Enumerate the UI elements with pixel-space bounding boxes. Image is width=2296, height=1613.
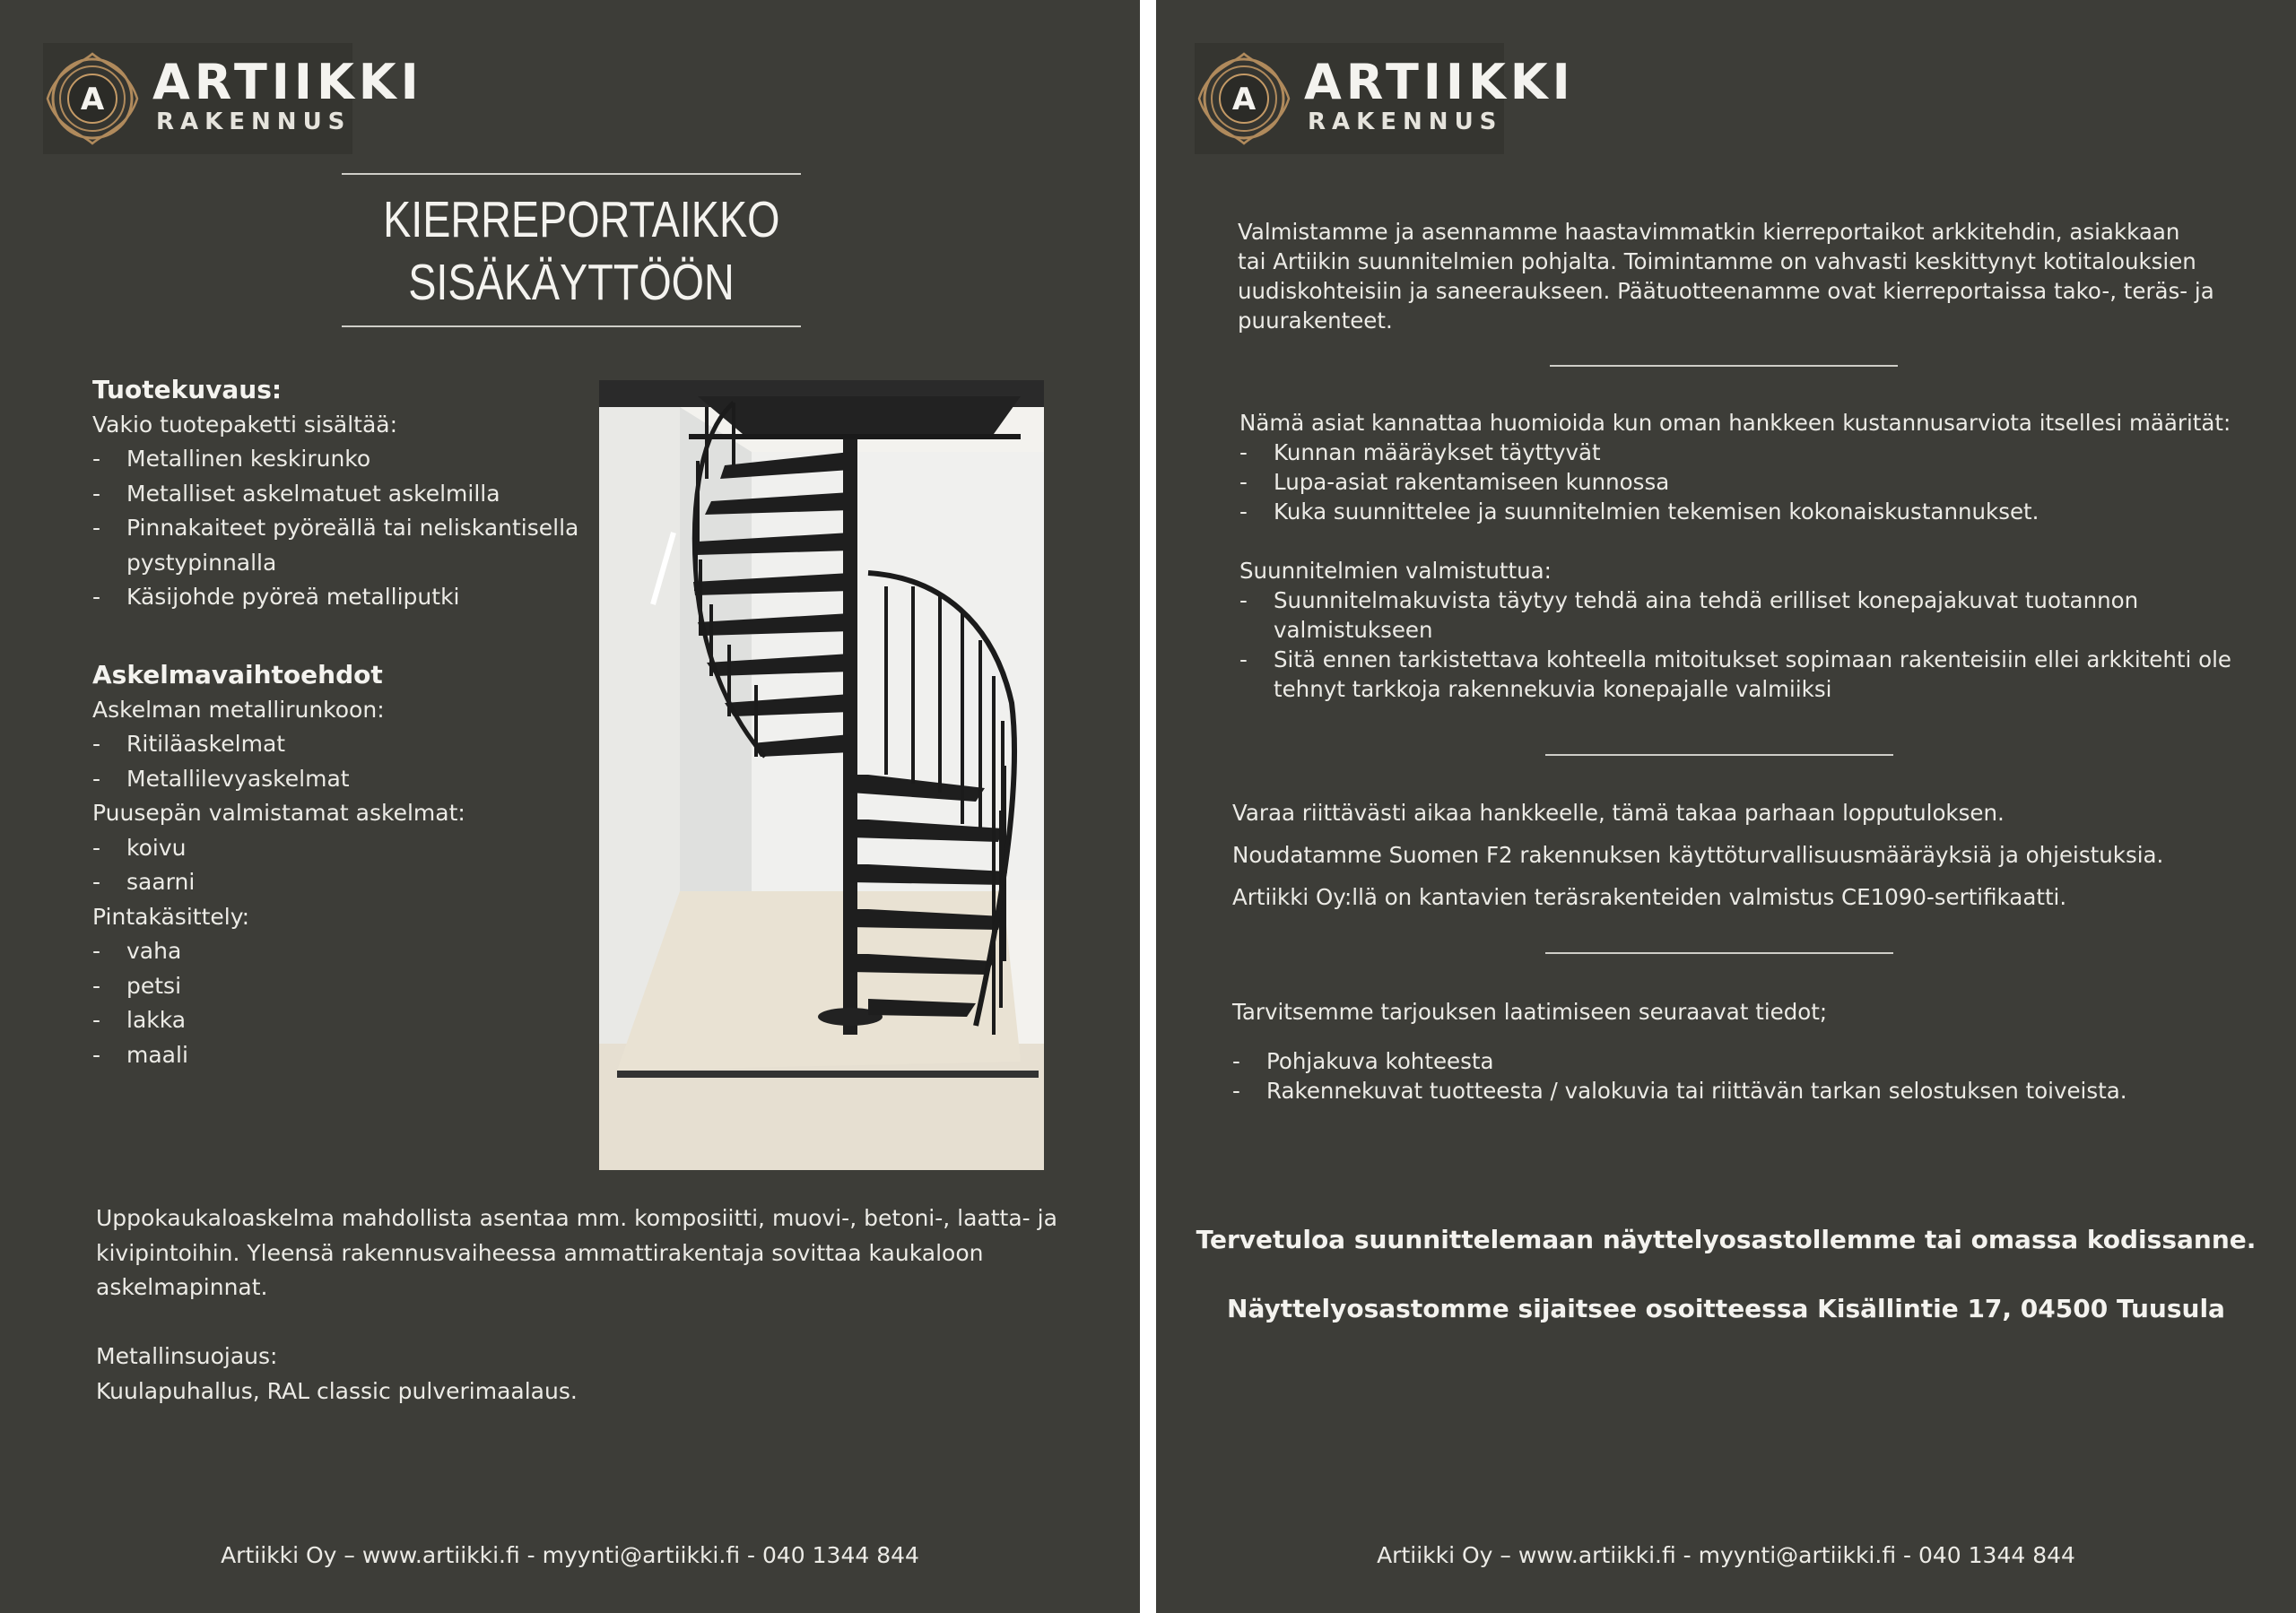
intro-paragraph: Valmistamme ja asennamme haastavimmatkin kierreportaikot arkkitehdin, asiakkaan tai Artiikin suunnitelmien pohjalta. Toimintamme on vahvasti keskittynyt kotitalouksien uudiskohteisiin ja saneeraukseen. Päätuotteenamme ovat kierreportaissa tako-, teräs- ja puurakenteet. [1238, 219, 2214, 334]
welcome-text: Tervetuloa suunnittelemaan näyttelyosastollemme tai omassa kodissanne. [1196, 1225, 2257, 1254]
logo-brand-text: ARTIIKKI [1304, 54, 1575, 110]
title-bottom-rule [342, 325, 801, 327]
list-item: - Sitä ennen tarkistettava kohteella mitoitukset sopimaan rakenteisiin ellei arkkitehti ole tehnyt tarkkoja rakennekuvia konepajalle valmiiksi [1239, 646, 2231, 702]
note-1: Varaa riittävästi aikaa hankkeelle, tämä takaa parhaan lopputuloksen. [1232, 800, 2005, 826]
list-item: - petsi [92, 972, 182, 999]
plans-section [1239, 556, 2262, 704]
divider [1545, 754, 1893, 756]
logo-sub-text: RAKENNUS [1308, 108, 1503, 135]
logo-emblem-icon [1195, 43, 1302, 154]
plans-intro: Suunnitelmien valmistuttua: [1239, 558, 1552, 584]
list-item: - koivu [92, 834, 187, 861]
wood-list [92, 831, 595, 900]
svg-text:A: A [80, 82, 105, 117]
quote-section [1232, 1046, 2255, 1106]
list-item: - lakka [92, 1007, 187, 1033]
steps-heading: Askelmavaihtoehdot [92, 660, 383, 689]
bottom-paragraph: Uppokaukaloaskelma mahdollista asentaa mm. komposiitti, muovi-, betoni-, laatta- ja kivipintoihin. Yleensä rakennusvaiheessa ammattirakentaja sovittaa kaukaloon askelmapinnat. [96, 1205, 1057, 1300]
list-item: - Metallinen keskirunko [92, 446, 371, 472]
right-page [1156, 0, 2296, 1613]
list-item: - Käsijohde pyöreä metalliputki [92, 584, 460, 610]
list-item: - Metalliset askelmatuet askelmilla [92, 480, 500, 507]
metal-protection [96, 1340, 1065, 1409]
list-item: - Pinnakaiteet pyöreällä tai neliskantisella pystypinnalla [92, 515, 579, 576]
logo-emblem-icon [43, 43, 151, 154]
list-item: - Rakennekuvat tuotteesta / valokuvia tai riittävän tarkan selostuksen toiveista. [1232, 1078, 2127, 1104]
plans-list [1239, 585, 2262, 704]
list-item: - Metallilevyaskelmat [92, 765, 350, 792]
staircase-photo [599, 380, 1044, 1170]
product-heading: Tuotekuvaus: [92, 375, 283, 404]
metal-list [92, 727, 595, 796]
list-item: - Pohjakuva kohteesta [1232, 1048, 1494, 1074]
product-list [92, 442, 595, 615]
product-description [92, 373, 595, 615]
logo-brand-text: ARTIIKKI [152, 54, 423, 110]
list-item: - saarni [92, 869, 196, 895]
product-intro: Vakio tuotepaketti sisältää: [92, 411, 398, 438]
list-item: - Kunnan määräykset täyttyvät [1239, 439, 1601, 465]
quote-list [1232, 1046, 2255, 1106]
consider-intro: Nämä asiat kannattaa huomioida kun oman hankkeen kustannusarviota itsellesi määrität: [1239, 410, 2231, 436]
note-2: Noudatamme Suomen F2 rakennuksen käyttöturvallisuusmääräyksiä ja ohjeistuksia. [1232, 842, 2164, 868]
divider [1550, 365, 1898, 367]
list-item: - Kuka suunnittelee ja suunnitelmien tekemisen kokonaiskustannukset. [1239, 499, 2039, 525]
page-title: KIERREPORTAIKKO SISÄKÄYTTÖÖN [383, 191, 780, 311]
step-options [92, 658, 595, 1072]
list-item: - maali [92, 1041, 188, 1068]
finish-intro: Pintakäsittely: [92, 903, 250, 930]
divider [1545, 952, 1893, 954]
consider-list [1239, 438, 2262, 526]
list-item: - Ritiläaskelmat [92, 731, 286, 757]
note-3: Artiikki Oy:llä on kantavien teräsrakenteiden valmistus CE1090-sertifikaatti. [1232, 884, 2067, 910]
address-text: Näyttelyosastomme sijaitsee osoitteessa Kisällintie 17, 04500 Tuusula [1227, 1294, 2225, 1323]
list-item: - vaha [92, 938, 182, 964]
list-item: - Lupa-asiat rakentamiseen kunnossa [1239, 469, 1670, 495]
finish-list [92, 934, 595, 1072]
metal-intro: Askelman metallirunkoon: [92, 696, 385, 723]
quote-intro: Tarvitsemme tarjouksen laatimiseen seuraavat tiedot; [1232, 999, 1828, 1025]
logo-sub-text: RAKENNUS [156, 108, 352, 135]
right-footer: Artiikki Oy – www.artiikki.fi - myynti@artiikki.fi - 040 1344 844 [1377, 1542, 2075, 1568]
artiikki-logo [43, 43, 423, 154]
protection-heading: Metallinsuojaus: [96, 1343, 278, 1369]
list-item: - Suunnitelmakuvista täytyy tehdä aina tehdä erilliset konepajakuvat tuotannon valmistukseen [1239, 587, 2139, 643]
considerations [1239, 408, 2262, 526]
protection-text: Kuulapuhallus, RAL classic pulverimaalaus. [96, 1377, 578, 1404]
left-page [0, 0, 1140, 1613]
title-top-rule [342, 173, 801, 175]
wood-intro: Puusepän valmistamat askelmat: [92, 800, 465, 826]
left-footer: Artiikki Oy – www.artiikki.fi - myynti@artiikki.fi - 040 1344 844 [221, 1542, 919, 1568]
artiikki-logo [1195, 43, 1575, 154]
svg-text:A: A [1231, 82, 1257, 117]
